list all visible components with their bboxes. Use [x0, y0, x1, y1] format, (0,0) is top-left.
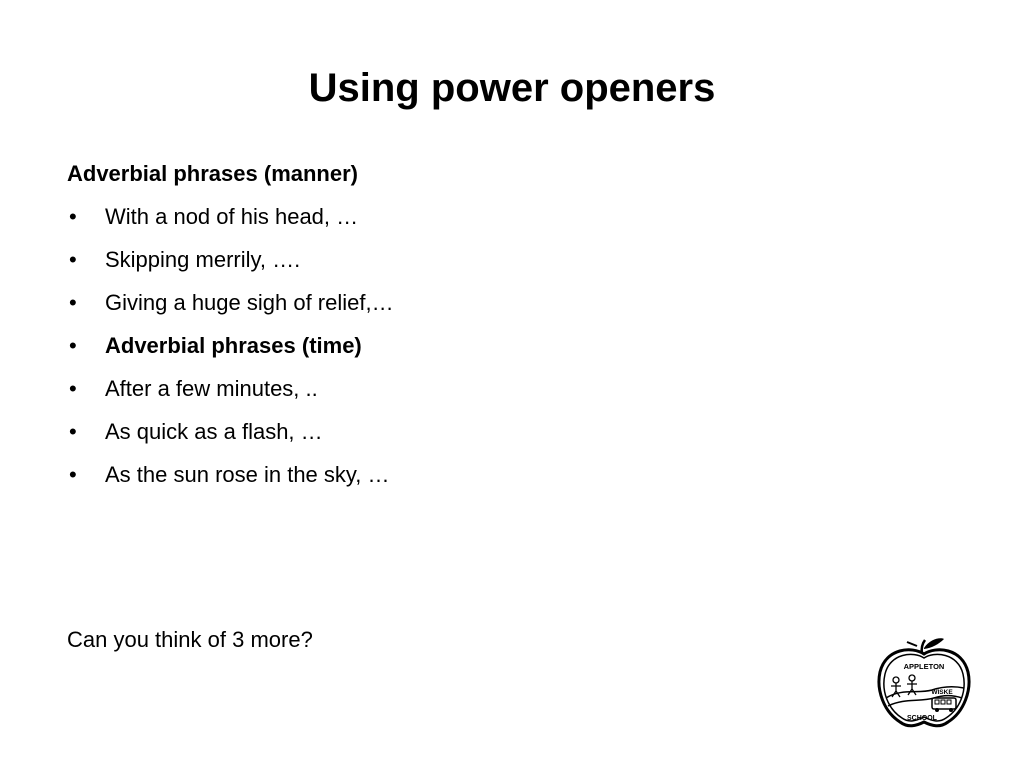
slide-title: Using power openers [308, 66, 716, 110]
apple-school-logo-icon [872, 636, 976, 732]
bullet-text: After a few minutes, .. [105, 376, 318, 401]
bullet-text: Adverbial phrases (time) [105, 333, 362, 358]
bullet-dot-icon: • [69, 462, 77, 487]
bullet-text: As the sun rose in the sky, … [105, 462, 390, 487]
bullet-item [67, 367, 927, 410]
bullet-dot-icon: • [69, 333, 77, 358]
logo-top-text: APPLETON [903, 662, 945, 671]
logo-bottom-text: SCHOOL [907, 715, 937, 722]
bullet-text: With a nod of his head, … [105, 204, 359, 229]
bullet-item [67, 195, 927, 238]
bullet-item [67, 324, 927, 367]
bullet-dot-icon: • [69, 376, 77, 401]
bullet-text: Giving a huge sigh of relief,… [105, 290, 394, 315]
bullet-dot-icon: • [69, 290, 77, 315]
bullet-item [67, 238, 927, 281]
section-heading: Adverbial phrases (manner) [67, 161, 358, 186]
bullet-text: As quick as a flash, … [105, 419, 323, 444]
bullet-text: Skipping merrily, …. [105, 247, 301, 272]
bullet-item [67, 410, 927, 453]
slide-content [67, 152, 927, 496]
logo-middle-text: WISKE [931, 689, 953, 696]
bullet-dot-icon: • [69, 247, 77, 272]
bullet-item [67, 453, 927, 496]
closing-question: Can you think of 3 more? [67, 627, 313, 652]
bullet-dot-icon: • [69, 419, 77, 444]
bullet-item [67, 281, 927, 324]
bullet-list [67, 195, 927, 496]
bullet-dot-icon: • [69, 204, 77, 229]
